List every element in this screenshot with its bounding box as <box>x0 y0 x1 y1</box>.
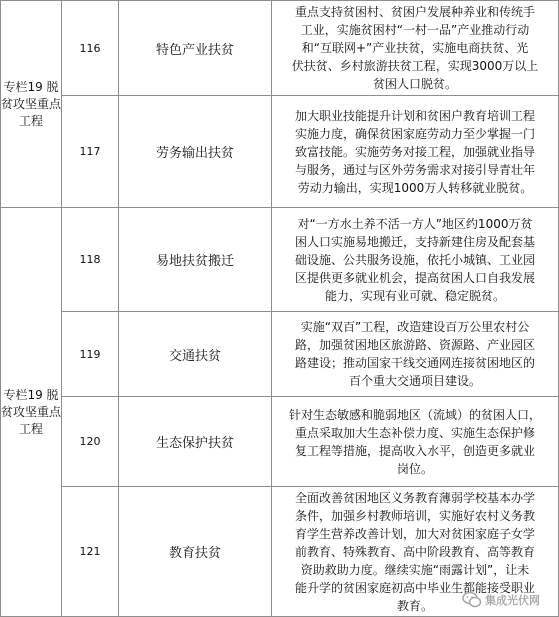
project-number: 118 <box>62 208 119 312</box>
section-label: 专栏19 脱 贫攻坚重点 工程 <box>1 208 62 617</box>
project-name: 交通扶贫 <box>119 312 272 397</box>
project-name: 教育扶贫 <box>119 487 272 617</box>
watermark <box>462 588 558 612</box>
table-row <box>1 1 559 96</box>
project-description: 全面改善贫困地区义务教育薄弱学校基本办学 条件，加强乡村教师培训，实施好农村义务教 育学生营养改善计划，加大对贫困家庭子女学 前教育、特殊教育、高中阶段教育、高等教育 资助救助力度。继续实施“雨露计划”，让未 能升学的贫困家庭初高中毕业生都能接受职业 教育。 <box>272 487 559 617</box>
project-description: 加大职业技能提升计划和贫困户教育培训工程 实施力度，确保贫困家庭劳动力至少掌握一门 致富技能。实施劳务对接工程，加强就业指导 与服务，通过与区外劳务需求对接引导青壮年 劳动力输出，实现1000万人转移就业脱贫。 <box>272 96 559 208</box>
project-number: 121 <box>62 487 119 617</box>
table-row <box>1 96 559 208</box>
project-number: 117 <box>62 96 119 208</box>
watermark-text: 集成光伏网 <box>485 594 540 607</box>
table-row <box>1 397 559 487</box>
project-number: 119 <box>62 312 119 397</box>
project-number: 120 <box>62 397 119 487</box>
project-description: 针对生态敏感和脆弱地区（流域）的贫困人口， 重点采取加大生态补偿力度、实施生态保护修 复工程等措施，提高收入水平，创造更多就业 岗位。 <box>272 397 559 487</box>
project-name: 劳务输出扶贫 <box>119 96 272 208</box>
project-name: 特色产业扶贫 <box>119 1 272 96</box>
project-name: 易地扶贫搬迁 <box>119 208 272 312</box>
table-row <box>1 312 559 397</box>
project-description: 重点支持贫困村、贫困户发展种养业和传统手 工业，实施贫困村“一村一品”产业推动行动 和“互联网+”产业扶贫，实施电商扶贫、光 伏扶贫、乡村旅游扶贫工程，实现3000万以上 贫困人口脱贫。 <box>272 1 559 96</box>
wechat-icon <box>462 591 482 609</box>
project-description: 实施“双百”工程，改造建设百万公里农村公 路，加强贫困地区旅游路、资源路、产业园区 路建设；推动国家干线交通网连接贫困地区的 百个重大交通项目建设。 <box>272 312 559 397</box>
table-row <box>1 208 559 312</box>
section-label: 专栏19 脱 贫攻坚重点 工程 <box>1 1 62 208</box>
project-description: 对“一方水土养不活一方人”地区约1000万贫 困人口实施易地搬迁，支持新建住房及配套基 础设施、公共服务设施，依托小城镇、工业园 区提供更多就业机会，提高贫困人口自我发展 能力，实现有业可就、稳定脱贫。 <box>272 208 559 312</box>
project-name: 生态保护扶贫 <box>119 397 272 487</box>
project-number: 116 <box>62 1 119 96</box>
